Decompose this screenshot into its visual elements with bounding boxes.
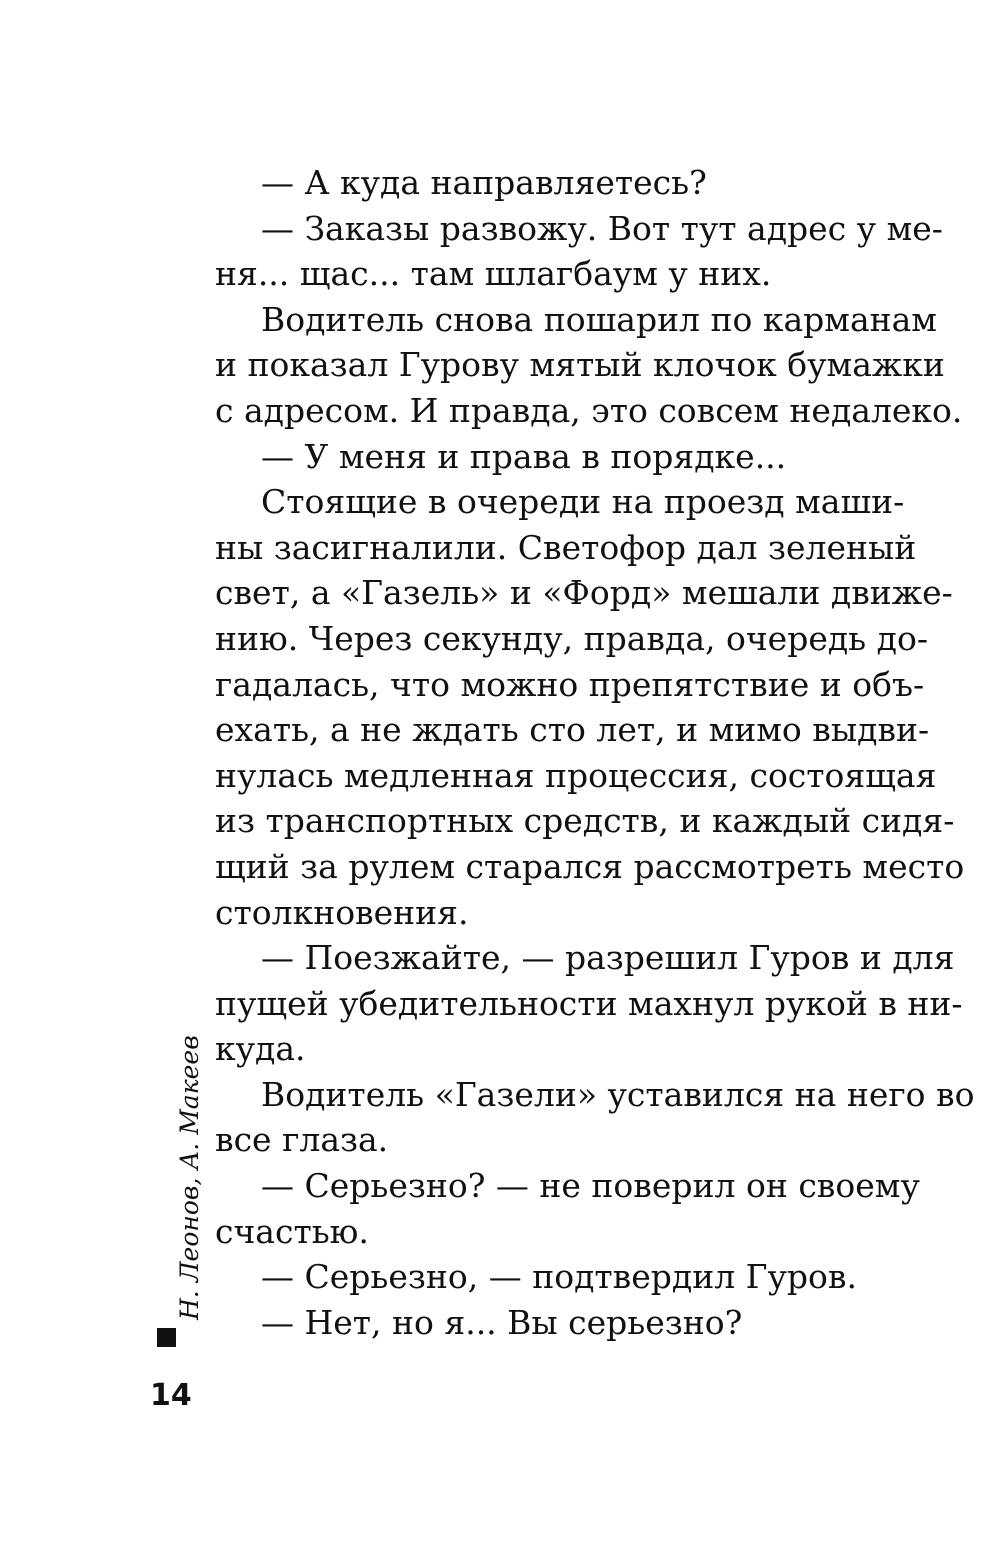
body-text (215, 160, 975, 1345)
text-line: — У меня и права в порядке... (261, 436, 787, 476)
text-line: — Серьезно, — подтвердил Гуров. (261, 1257, 857, 1297)
text-line: нию. Через секунду, правда, очередь до- (215, 618, 928, 658)
text-line: — Нет, но я... Вы серьезно? (261, 1302, 743, 1342)
running-head: Н. Леонов, А. Макеев (175, 1035, 204, 1320)
text-line: и показал Гурову мятый клочок бумажки (215, 345, 945, 385)
text-line: Водитель «Газели» уставился на него во (261, 1074, 975, 1114)
text-line: ня... щас... там шлагбаум у них. (215, 254, 772, 294)
text-line: куда. (215, 1029, 306, 1069)
text-line: столкновения. (215, 892, 469, 932)
text-line: с адресом. И правда, это совсем недалеко. (215, 390, 963, 430)
text-line: счастью. (215, 1211, 369, 1251)
text-line: все глаза. (215, 1120, 389, 1160)
text-line: пущей убедительности махнул рукой в ни- (215, 983, 963, 1023)
text-line: нулась медленная процессия, состоящая (215, 755, 937, 795)
text-line: ны засигналили. Светофор дал зеленый (215, 527, 917, 567)
page-number: 14 (150, 1378, 192, 1413)
square-marker-icon (157, 1328, 176, 1347)
text-line: гадалась, что можно препятствие и объ- (215, 664, 925, 704)
text-line: из транспортных средств, и каждый сидя- (215, 801, 955, 841)
text-line: — А куда направляетесь? (261, 163, 707, 202)
text-line: — Поезжайте, — разрешил Гуров и для (261, 938, 955, 978)
text-line: свет, а «Газель» и «Форд» мешали движе- (215, 573, 953, 613)
text-line: ехать, а не ждать сто лет, и мимо выдви- (215, 710, 930, 750)
text-line: — Заказы развожу. Вот тут адрес у ме- (261, 208, 943, 248)
text-line: Стоящие в очереди на проезд маши- (261, 482, 905, 522)
text-line: щий за рулем старался рассмотреть место (215, 846, 965, 886)
text-line: — Серьезно? — не поверил он своему (261, 1166, 920, 1206)
text-line: Водитель снова пошарил по карманам (261, 299, 937, 339)
